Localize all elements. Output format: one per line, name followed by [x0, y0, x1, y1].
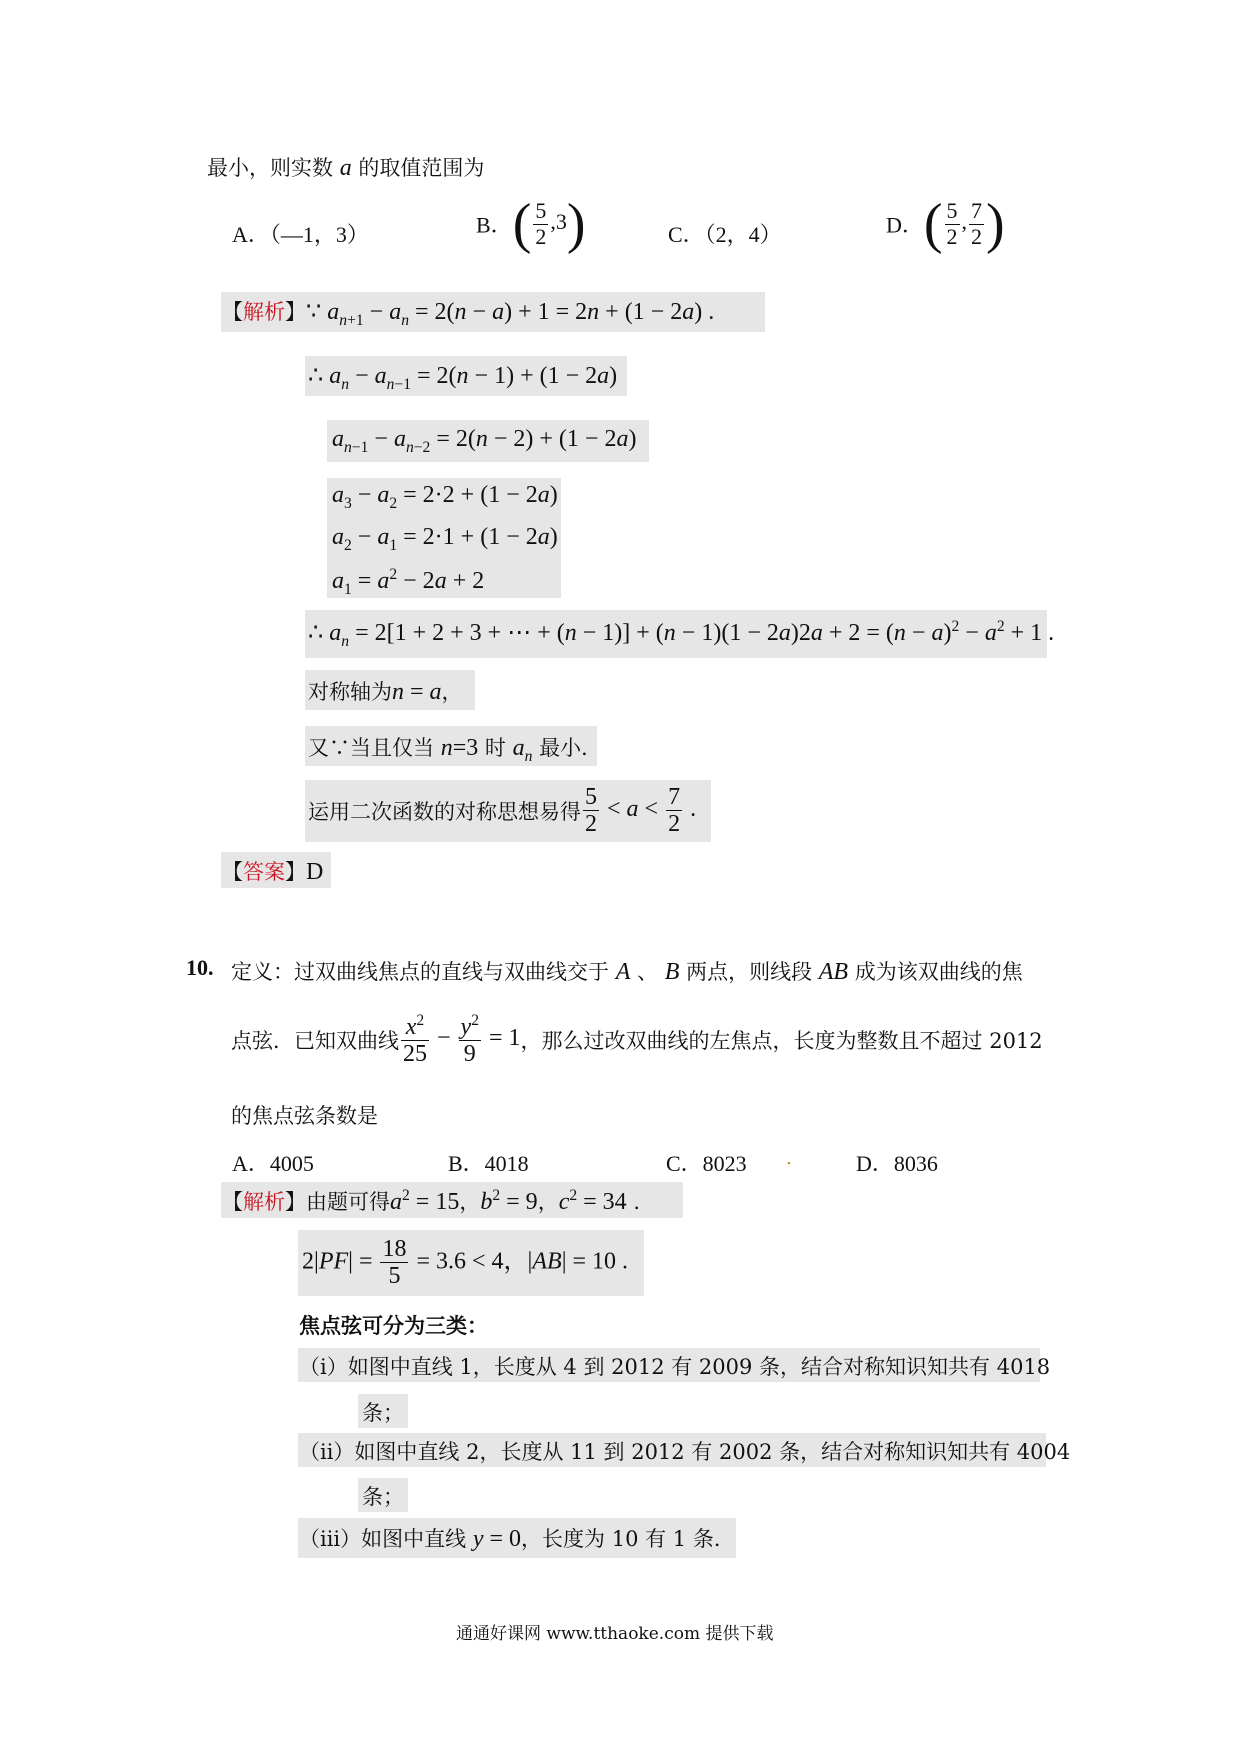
q9-option-a: A．（—1，3）: [232, 222, 369, 247]
q9-intro: 最小，则实数 a 的取值范围为: [207, 155, 485, 181]
q9-option-b: B．( $\frac{5}{2}$ ,3): [476, 193, 586, 255]
case3-line: （ⅲ）如图中直线 y = 0，长度为 10 有 1 条．: [299, 1526, 735, 1552]
q10-option-a: A．4005: [232, 1151, 314, 1176]
q9-option-d: D．( $\frac{5}{2}$ , $\frac{7}{2}$ ): [886, 193, 1005, 255]
q9-option-c: C．（2，4）: [668, 222, 782, 247]
conclusion-line: 运用二次函数的对称思想易得 $\frac{5}{2}$ < a < $\frac{7}{2}$ .: [308, 784, 697, 838]
q10-analysis-line: 【解析】由题可得$a^2 = 15$，$b^2 = 9$，$c^2 = 34$ .: [222, 1187, 641, 1215]
pf-line: 2|PF| = $\frac{18}{5}$ = 3.6 < 4，|AB| = 10 .: [302, 1236, 629, 1290]
page-footer: 通通好课网 www.tthaoke.com 提供下载: [456, 1624, 774, 1644]
q9-analysis-line-1: 【解析】∵ $a_{n+1} - a_n = 2(n - a) + 1 = 2n + (1 - 2a)$ .: [222, 299, 715, 329]
q10-number: 10.: [186, 955, 214, 980]
math-line-5: $a_2 - a_1 = 2\cdot 1 + (1 - 2a)$: [332, 524, 558, 554]
math-line-4: $a_3 - a_2 = 2\cdot 2 + (1 - 2a)$: [332, 482, 558, 512]
condition-line: 又∵当且仅当 n=3 时 $a_n$ 最小．: [308, 735, 603, 765]
case1-line-b: 条；: [362, 1401, 404, 1425]
q10-option-d: D．8036: [856, 1151, 938, 1176]
axis-line: 对称轴为n = a，: [308, 679, 463, 705]
q10-option-b: B．4018: [448, 1151, 529, 1176]
q10-line-2: 点弦．已知双曲线 $\frac{x^2}{25}$ − $\frac{y^2}{9}$ = 1，那么过改双曲线的左焦点，长度为整数且不超过 2012: [231, 1012, 1043, 1068]
q9-answer: 【答案】D: [222, 859, 324, 885]
case2-line-a: （ⅱ）如图中直线 2，长度从 11 到 2012 有 2002 条，结合对称知识知共有 4004: [299, 1440, 1071, 1464]
classify-heading: 焦点弦可分为三类：: [299, 1313, 488, 1338]
math-line-6: $a_1 = a^2 - 2a + 2$: [332, 566, 485, 598]
case1-line-a: （ⅰ）如图中直线 1，长度从 4 到 2012 有 2009 条，结合对称知识知共有 4018: [299, 1355, 1051, 1379]
math-line-7: ∴ $a_n = 2[1 + 2 + 3$ + ⋯ + $(n - 1)] + (n - 1)(1 - 2a)2a + 2 = (n - a)^2 - a^2 + 1$ .: [308, 618, 1055, 650]
q10-option-c: C．8023: [666, 1151, 747, 1176]
case2-line-b: 条；: [362, 1485, 404, 1509]
q10-line-3: 的焦点弦条数是: [231, 1104, 378, 1128]
q10-line-1: 定义：过双曲线焦点的直线与双曲线交于 A 、 B 两点，则线段 AB 成为该双曲线的焦: [231, 959, 1023, 985]
math-line-2: ∴ $a_n - a_{n-1} = 2(n - 1) + (1 - 2a)$: [308, 363, 618, 393]
stray-dot: .: [786, 1148, 792, 1169]
math-line-3: $a_{n-1} - a_{n-2} = 2(n - 2) + (1 - 2a)$: [332, 426, 637, 456]
